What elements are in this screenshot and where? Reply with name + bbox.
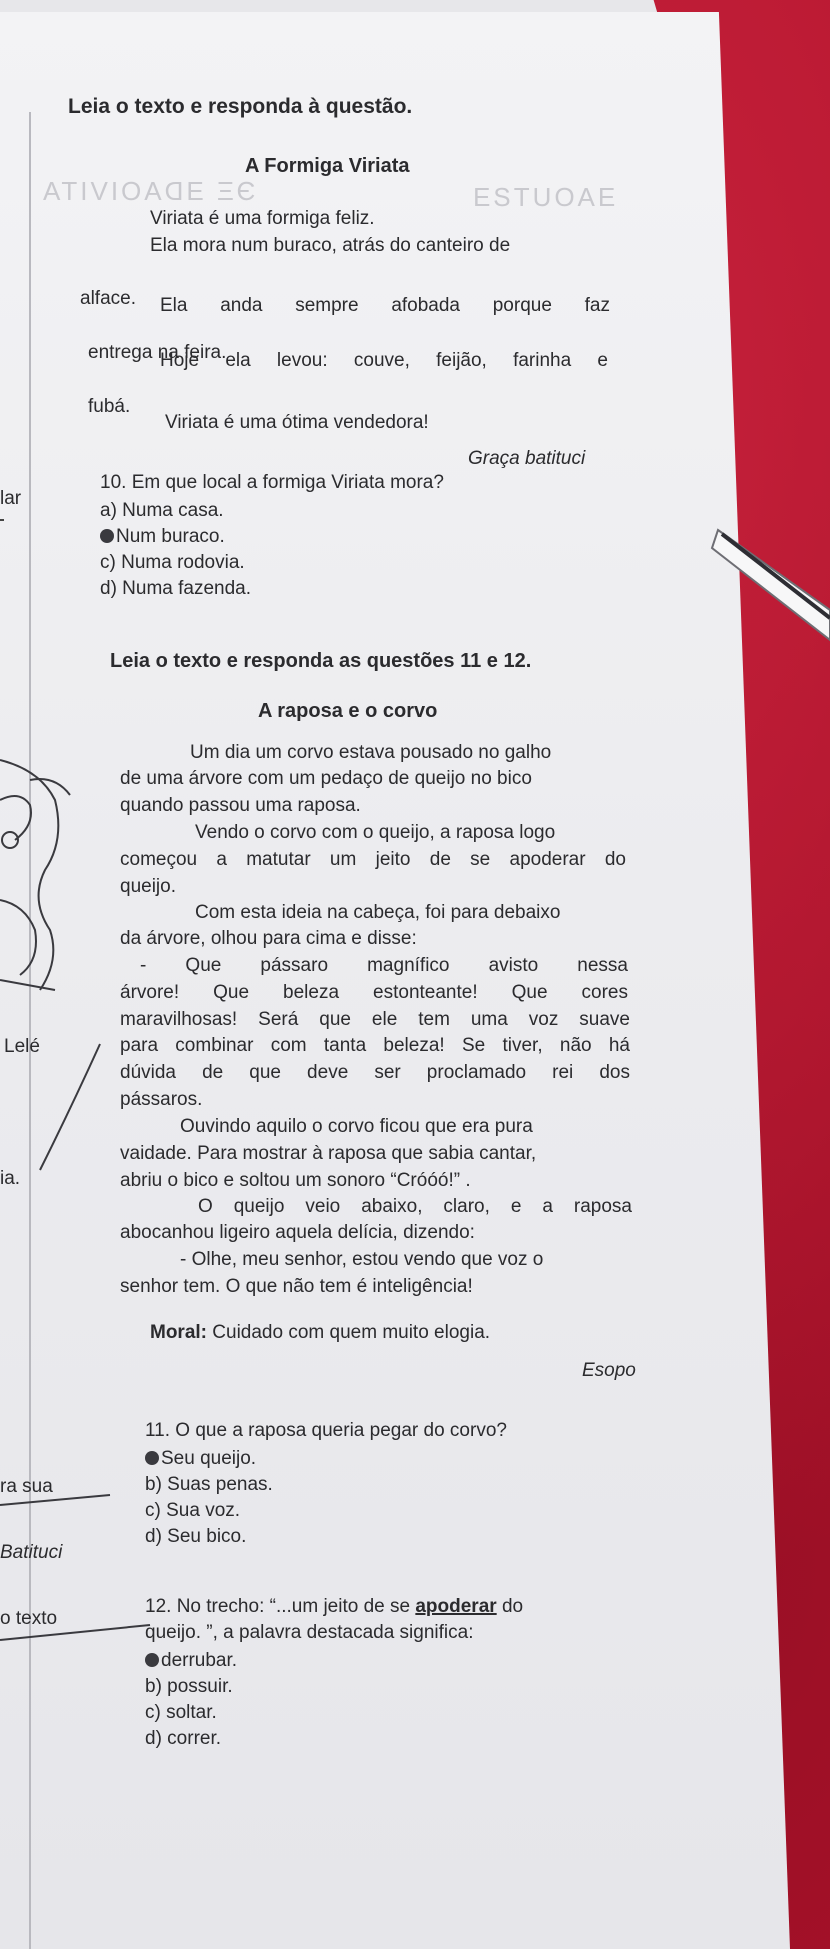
passage2-line: vaidade. Para mostrar à raposa que sabia cantar,	[120, 1143, 537, 1164]
passage1-instruction: Leia o texto e responda à questão.	[68, 95, 413, 118]
passage1-line: alface.	[80, 288, 136, 309]
passage2-line: senhor tem. O que não tem é inteligência!	[120, 1276, 473, 1297]
passage2-line: Ouvindo aquilo o corvo ficou que era pura	[180, 1116, 533, 1137]
passage2-line: - Olhe, meu senhor, estou vendo que voz o	[180, 1249, 544, 1270]
passage2-line: maravilhosas! Será que ele tem uma voz suave	[120, 1009, 630, 1030]
question10-option-d[interactable]: d) Numa fazenda.	[100, 578, 252, 599]
passage2-line: queijo.	[120, 876, 176, 897]
moral-text: Cuidado com quem muito elogia.	[212, 1322, 491, 1343]
passage1-line: Ela anda sempre afobada porque faz	[160, 295, 610, 316]
bleed-through-text-right: ƎAOUTƧƎ	[470, 182, 616, 212]
passage2-line: Com esta ideia na cabeça, foi para debaixo	[195, 902, 561, 923]
question11-option-b[interactable]: b) Suas penas.	[145, 1474, 273, 1495]
question12-option-d[interactable]: d) correr.	[145, 1728, 222, 1749]
passage2-line: O queijo veio abaixo, claro, e a raposa	[198, 1196, 632, 1217]
bleed-through-text-left: ЭΞ ƎDAOIVITA	[40, 176, 256, 206]
margin-fragment: o texto	[0, 1608, 58, 1629]
passage2-line: de uma árvore com um pedaço de queijo no bico	[120, 768, 532, 789]
question11-option-a[interactable]	[145, 1448, 256, 1470]
pencil-icon	[712, 530, 830, 640]
margin-fragment: lar	[0, 488, 22, 509]
answer-mark-icon	[145, 1653, 159, 1667]
passage2-line: começou a matutar um jeito de se apoderar do	[120, 849, 626, 870]
passage2-title: A raposa e o corvo	[258, 700, 438, 722]
passage2-line: - Que pássaro magnífico avisto nessa	[140, 955, 628, 976]
question12-option-a-label: derrubar.	[161, 1650, 238, 1671]
passage1-title: A Formiga Viriata	[245, 155, 410, 177]
passage1-line: Ela mora num buraco, atrás do canteiro de	[150, 235, 511, 256]
passage1-line: Viriata é uma formiga feliz.	[150, 208, 375, 229]
margin-fragment: ra sua	[0, 1476, 53, 1497]
passage2-line: pássaros.	[120, 1089, 203, 1110]
question12-prompt-end: do	[496, 1596, 524, 1617]
question10-option-b[interactable]	[100, 526, 225, 548]
question10-option-a[interactable]: a) Numa casa.	[100, 500, 224, 521]
margin-fragment: Batituci	[0, 1542, 63, 1563]
passage2-instruction: Leia o texto e responda as questões 11 e 12.	[110, 650, 532, 672]
answer-mark-icon	[100, 529, 114, 543]
passage2-line: abocanhou ligeiro aquela delícia, dizendo:	[120, 1222, 475, 1243]
question11-option-d[interactable]: d) Seu bico.	[145, 1526, 247, 1547]
passage2-author: Esopo	[582, 1360, 636, 1381]
question10-option-c[interactable]: c) Numa rodovia.	[100, 552, 245, 573]
passage1-author: Graça batituci	[468, 448, 586, 469]
question11-prompt: 11. O que a raposa queria pegar do corvo?	[145, 1420, 507, 1441]
margin-fragment: Lelé	[4, 1036, 40, 1057]
question12-option-b[interactable]: b) possuir.	[145, 1676, 233, 1697]
passage2-line: da árvore, olhou para cima e disse:	[120, 928, 417, 949]
passage2-line: Um dia um corvo estava pousado no galho	[190, 742, 552, 763]
passage2-line: quando passou uma raposa.	[120, 795, 361, 816]
margin-fragment: ia.	[0, 1168, 21, 1189]
question11-option-a-label: Seu queijo.	[161, 1448, 257, 1469]
passage2-line: dúvida de que deve ser proclamado rei dos	[120, 1062, 630, 1083]
question12-prompt	[145, 1596, 523, 1618]
passage2-line: árvore! Que beleza estonteante! Que cores	[120, 982, 628, 1003]
moral	[150, 1322, 490, 1344]
moral-label: Moral:	[150, 1322, 207, 1343]
cartoon-illustration	[0, 760, 70, 990]
question10-prompt: 10. Em que local a formiga Viriata mora?	[100, 472, 444, 493]
question12-option-c[interactable]: c) soltar.	[145, 1702, 217, 1723]
question11-option-c[interactable]: c) Sua voz.	[145, 1500, 241, 1521]
question10-option-b-label: Num buraco.	[116, 526, 225, 547]
question12-option-a[interactable]	[145, 1650, 237, 1672]
passage2-line: para combinar com tanta beleza! Se tiver, não há	[120, 1035, 630, 1056]
question12-highlighted-word: apoderar	[415, 1596, 497, 1617]
passage2-line: Vendo o corvo com o queijo, a raposa logo	[195, 822, 556, 843]
answer-mark-icon	[145, 1451, 159, 1465]
passage1-line: fubá.	[88, 396, 131, 417]
passage2-line: abriu o bico e soltou um sonoro “Cróóó!” .	[120, 1170, 471, 1191]
question12-prompt-line2: queijo. ”, a palavra destacada significa:	[145, 1622, 474, 1643]
question12-prompt-start: 12. No trecho: “...um jeito de se	[145, 1596, 416, 1617]
passage1-line: Viriata é uma ótima vendedora!	[165, 412, 429, 433]
passage1-line: entrega na feira.	[88, 342, 227, 363]
passage1-line: Hoje ela levou: couve, feijão, farinha e	[160, 350, 608, 371]
